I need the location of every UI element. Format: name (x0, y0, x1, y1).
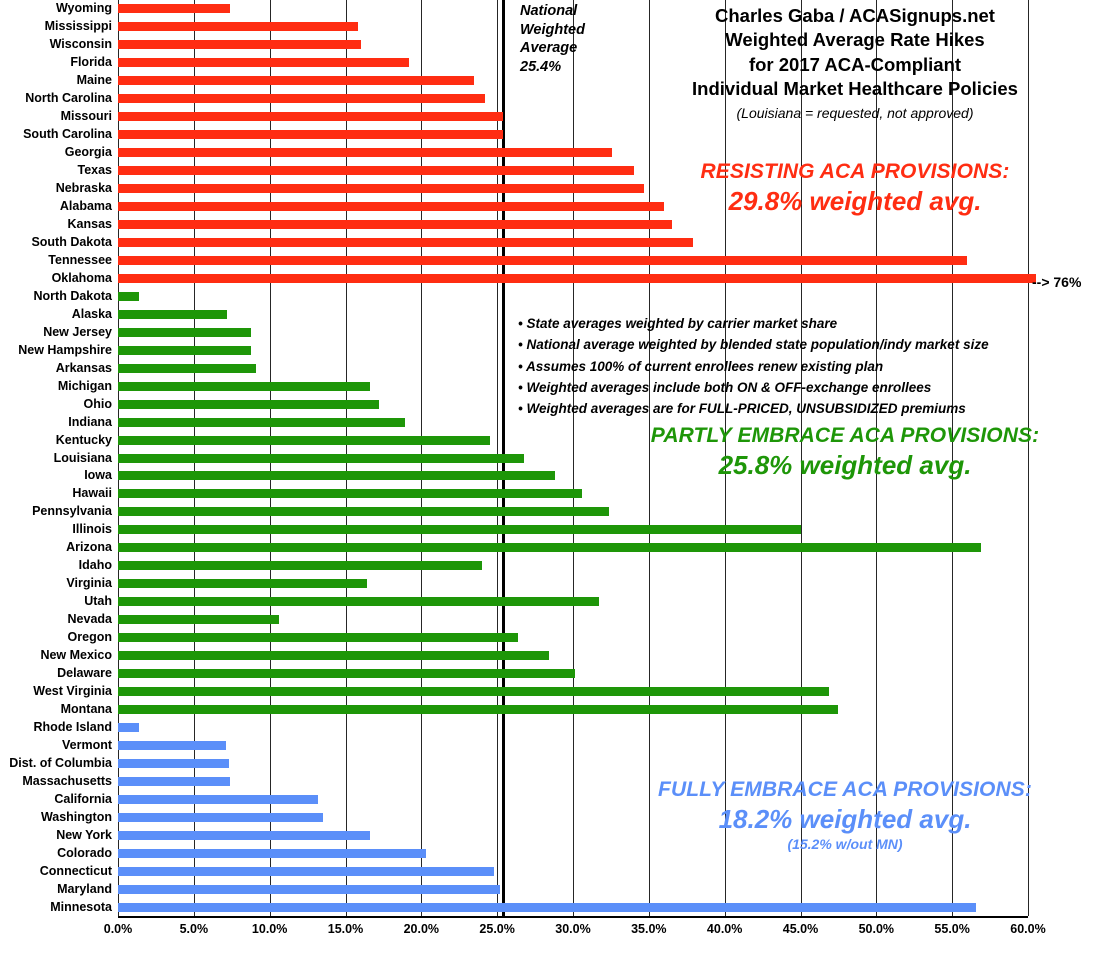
x-tick-35: 35.0% (631, 922, 667, 936)
category-label-washington: Washington (40, 809, 112, 824)
note-item: • Assumes 100% of current enrollees renew existing plan (518, 358, 884, 374)
group-heading-partly (600, 424, 1090, 481)
category-label-pennsylvania: Pennsylvania (32, 504, 112, 519)
bar-minnesota[interactable] (118, 903, 976, 912)
category-label-rhode-island: Rhode Island (33, 719, 112, 734)
category-label-north-dakota: North Dakota (33, 288, 112, 303)
bar-texas[interactable] (118, 166, 634, 175)
group-value-fully: 18.2% weighted avg. (718, 804, 972, 834)
category-label-illinois: Illinois (72, 522, 112, 537)
category-label-nebraska: Nebraska (55, 181, 112, 196)
category-label-north-carolina: North Carolina (25, 91, 112, 106)
bar-mississippi[interactable] (118, 22, 358, 31)
bar-florida[interactable] (118, 58, 409, 67)
bar-montana[interactable] (118, 705, 838, 714)
category-label-wyoming: Wyoming (55, 1, 112, 16)
category-label-connecticut: Connecticut (39, 863, 112, 878)
bar-maryland[interactable] (118, 885, 500, 894)
chart-title (620, 4, 1090, 121)
bar-california[interactable] (118, 795, 318, 804)
x-tick-10: 10.0% (251, 922, 288, 936)
bar-wyoming[interactable] (118, 4, 230, 13)
bar-nebraska[interactable] (118, 184, 644, 193)
title-line-3: for 2017 ACA-Compliant (748, 53, 962, 75)
category-label-oregon: Oregon (67, 630, 112, 645)
x-tick-45: 45.0% (782, 922, 819, 936)
bar-kentucky[interactable] (118, 436, 490, 445)
title-line-4: Individual Market Healthcare Policies (692, 78, 1018, 100)
bar-massachusetts[interactable] (118, 777, 230, 786)
bar-hawaii[interactable] (118, 489, 582, 498)
category-label-new-hampshire: New Hampshire (18, 342, 112, 357)
bar-connecticut[interactable] (118, 867, 494, 876)
bar-north-carolina[interactable] (118, 94, 485, 103)
category-label-missouri: Missouri (60, 109, 112, 124)
bar-new-hampshire[interactable] (118, 346, 251, 355)
category-label-kansas: Kansas (67, 217, 112, 231)
bar-west-virginia[interactable] (118, 687, 829, 696)
x-tick-40: 40.0% (706, 922, 743, 936)
x-tick-5: 5.0% (179, 922, 209, 936)
x-tick-60: 60.0% (1010, 922, 1046, 936)
chart-notes (518, 313, 1098, 420)
bar-arkansas[interactable] (118, 364, 256, 373)
category-label-maine: Maine (76, 73, 112, 88)
category-label-kentucky: Kentucky (55, 432, 112, 447)
x-tick-0: 0.0% (103, 922, 133, 936)
category-label-south-carolina: South Carolina (23, 127, 112, 142)
bar-new-york[interactable] (118, 831, 370, 840)
group-heading-fully (600, 778, 1090, 852)
category-label-indiana: Indiana (68, 414, 112, 429)
category-label-alaska: Alaska (71, 306, 112, 321)
bar-new-jersey[interactable] (118, 328, 251, 337)
category-label-nevada: Nevada (67, 612, 112, 627)
gridline-30 (573, 0, 574, 916)
title-note: (Louisiana = requested, not approved) (736, 104, 974, 121)
category-label-california: California (54, 791, 112, 806)
group-value-partly: 25.8% weighted avg. (718, 450, 972, 480)
national-line-1: National (520, 3, 578, 19)
bar-indiana[interactable] (118, 418, 405, 427)
bar-missouri[interactable] (118, 112, 503, 121)
category-label-mississippi: Mississippi (44, 19, 112, 34)
bar-illinois[interactable] (118, 525, 801, 534)
bar-kansas[interactable] (118, 220, 672, 229)
category-label-virginia: Virginia (66, 576, 112, 591)
category-label-florida: Florida (70, 55, 112, 70)
bar-alaska[interactable] (118, 310, 227, 319)
category-label-maryland: Maryland (57, 881, 112, 896)
category-label-new-york: New York (56, 827, 112, 842)
category-label-new-mexico: New Mexico (40, 648, 112, 663)
category-label-delaware: Delaware (57, 666, 112, 681)
category-label-tennessee: Tennessee (48, 252, 112, 267)
x-tick-50: 50.0% (858, 922, 895, 936)
group-sub-fully: (15.2% w/out MN) (787, 836, 903, 852)
bar-tennessee[interactable] (118, 256, 967, 265)
category-label-michigan: Michigan (57, 378, 112, 393)
category-label-new-jersey: New Jersey (43, 324, 112, 339)
group-title-partly: PARTLY EMBRACE ACA PROVISIONS: (650, 424, 1040, 447)
bar-delaware[interactable] (118, 669, 575, 678)
bar-georgia[interactable] (118, 148, 612, 157)
category-label-colorado: Colorado (57, 845, 112, 860)
category-label-massachusetts: Massachusetts (22, 773, 112, 788)
category-label-alabama: Alabama (59, 199, 112, 214)
category-label-iowa: Iowa (84, 468, 112, 483)
x-tick-30: 30.0% (555, 922, 591, 936)
category-label-texas: Texas (77, 163, 112, 178)
bar-vermont[interactable] (118, 741, 226, 750)
category-label-oklahoma: Oklahoma (51, 270, 112, 285)
bar-new-mexico[interactable] (118, 651, 549, 660)
bar-north-dakota[interactable] (118, 292, 139, 301)
national-line-3: Average (520, 40, 578, 57)
bar-wisconsin[interactable] (118, 40, 361, 49)
bar-maine[interactable] (118, 76, 474, 85)
bar-rhode-island[interactable] (118, 723, 139, 732)
bar-idaho[interactable] (118, 561, 482, 570)
category-label-vermont: Vermont (61, 737, 112, 752)
axis-baseline (118, 916, 1028, 918)
x-axis (103, 916, 1046, 957)
bar-iowa[interactable] (118, 471, 555, 480)
x-tick-25: 25.0% (479, 922, 515, 936)
title-line-2: Weighted Average Rate Hikes (725, 29, 985, 51)
category-label-dist-of-columbia: Dist. of Columbia (9, 755, 112, 770)
bar-south-carolina[interactable] (118, 130, 503, 139)
group-title-fully: FULLY EMBRACE ACA PROVISIONS: (658, 778, 1032, 801)
group-value-resisting: 29.8% weighted avg. (728, 186, 982, 216)
bar-alabama[interactable] (118, 202, 664, 211)
category-label-utah: Utah (84, 594, 112, 609)
bar-nevada[interactable] (118, 615, 279, 624)
note-item: • Weighted averages are for FULL-PRICED, UNSUBSIDIZED premiums (518, 401, 966, 417)
bar-south-dakota[interactable] (118, 238, 693, 247)
bar-virginia[interactable] (118, 579, 367, 588)
bar-oregon[interactable] (118, 633, 518, 642)
category-label-minnesota: Minnesota (50, 899, 112, 914)
bar-pennsylvania[interactable] (118, 507, 609, 516)
group-title-resisting: RESISTING ACA PROVISIONS: (700, 160, 1010, 183)
bar-washington[interactable] (118, 813, 323, 822)
category-label-west-virginia: West Virginia (33, 683, 112, 698)
oklahoma-overflow-note: --> 76% (1032, 274, 1082, 290)
bar-louisiana[interactable] (118, 454, 524, 463)
category-label-montana: Montana (60, 701, 112, 716)
category-label-louisiana: Louisiana (53, 450, 112, 465)
category-label-idaho: Idaho (78, 558, 112, 573)
bar-utah[interactable] (118, 597, 599, 606)
note-item: • State averages weighted by carrier market share (518, 316, 838, 331)
category-label-hawaii: Hawaii (72, 486, 112, 501)
category-label-georgia: Georgia (64, 145, 112, 160)
x-tick-15: 15.0% (327, 922, 364, 936)
category-label-arizona: Arizona (66, 540, 112, 555)
group-heading-resisting (620, 160, 1090, 217)
category-label-arkansas: Arkansas (55, 360, 112, 375)
bar-michigan[interactable] (118, 382, 370, 391)
national-line-2: Weighted (520, 21, 585, 38)
category-labels (0, 0, 116, 916)
x-tick-55: 55.0% (934, 922, 970, 936)
x-tick-20: 20.0% (403, 922, 440, 936)
national-line-4: 25.4% (520, 58, 562, 75)
category-label-ohio: Ohio (83, 396, 112, 411)
note-item: • Weighted averages include both ON & OFF-exchange enrollees (518, 379, 932, 395)
bar-ohio[interactable] (118, 400, 379, 409)
bar-dist-of-columbia[interactable] (118, 759, 229, 768)
bar-oklahoma[interactable] (118, 274, 1036, 283)
bar-arizona[interactable] (118, 543, 981, 552)
note-item: • National average weighted by blended state population/indy market size (518, 337, 989, 353)
bar-colorado[interactable] (118, 849, 426, 858)
category-label-wisconsin: Wisconsin (49, 37, 112, 52)
category-label-south-dakota: South Dakota (31, 234, 112, 249)
title-line-1: Charles Gaba / ACASignups.net (715, 5, 995, 26)
